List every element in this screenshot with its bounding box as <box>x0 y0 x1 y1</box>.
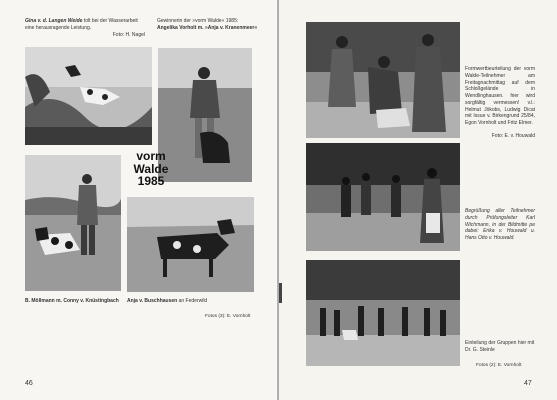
photo-dog-water-jump <box>25 47 152 145</box>
left-page <box>0 0 277 400</box>
caption-top-right <box>157 18 262 32</box>
photo-credit: Foto: H. Nagel <box>112 31 145 38</box>
caption-dog-name: Anja v. Buschhausen <box>127 298 178 304</box>
caption-top-left <box>25 18 145 38</box>
caption-winner-name: Angelika Vorholt m. »Anja v. Kranenmeer« <box>157 24 258 31</box>
caption-text: Begrüßung aller Teilnehmer durch Prüfungsleiter Karl Wichmann, in der Bildmitte pe dabei: Erika v. Houwald u. Hans Otto v. Houwald. <box>465 208 535 241</box>
right-page <box>279 0 557 400</box>
headline-vorm-walde-1985 <box>120 150 182 188</box>
caption-text: Formwertbeurteilung der vorm Walde-Teilnehmer am Freitagnachmittag auf dem Schloßgelände in Wendlinghausen. hier wird sorgfältig vermessen! v.l.: Helmut Jökobs, Ludwig Dicat mit Issue v. Birkengrund 25/84, Egon Vornholt und Fritz Elmer. <box>465 66 535 126</box>
caption-bottom-left <box>25 298 125 305</box>
page-number: 46 <box>25 380 33 387</box>
caption-text: Einteilung der Gruppen hier mit Dr. G. Steinle <box>465 340 535 353</box>
photo-man-with-dog <box>25 155 121 291</box>
caption-dog-name: Gina v. d. Langen Weide <box>25 18 83 24</box>
photo-credit: Foto: E. v. Houwald <box>491 132 535 139</box>
caption-greeting <box>465 208 535 242</box>
binding-mark <box>279 283 282 303</box>
photo-greeting-participants <box>306 143 460 251</box>
headline-line: 1985 <box>137 174 165 189</box>
caption-evaluation <box>465 66 535 140</box>
caption-text: tolt bei der Wasserarbeit eine herausragende Leistung. <box>25 18 138 31</box>
photo-dog-evaluation <box>306 22 460 138</box>
photo-dog-feather-game <box>127 197 254 292</box>
caption-groups <box>465 340 535 354</box>
photo-credit: Fotos (2): E. Vornholt <box>476 363 522 368</box>
caption-bottom-right <box>127 298 252 305</box>
caption-text: an Federwild <box>177 298 208 304</box>
caption-text: Gewinnerin der »vorm Walde« 1985: <box>157 18 239 24</box>
photo-group-assignment <box>306 260 460 366</box>
photo-credit: Fotos (3): E. Vornholt <box>205 314 251 319</box>
page-number: 47 <box>524 380 532 387</box>
caption-handler-dog: B. Möllmann m. Conny v. Knüstingbach <box>25 298 119 304</box>
headline-line: Walde <box>133 161 169 176</box>
headline-line: vorm <box>136 149 166 163</box>
